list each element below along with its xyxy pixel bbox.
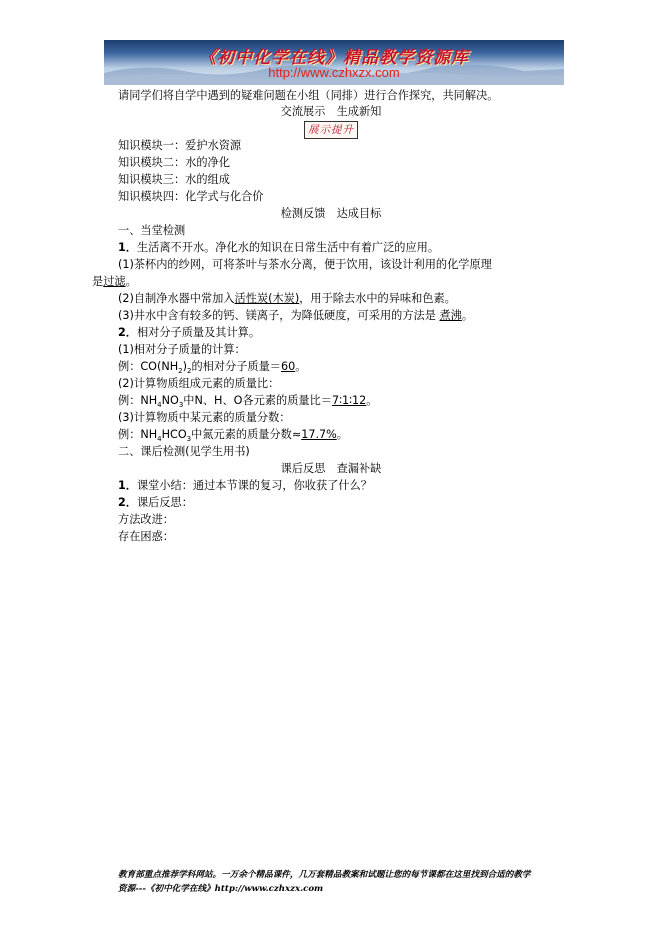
reflection-2	[118, 495, 193, 511]
question-2-number: 2．	[118, 326, 137, 339]
example-3-sub1: 4	[157, 435, 162, 444]
question-1c	[118, 308, 473, 324]
footer	[118, 868, 578, 896]
module-item-3: 知识模块三：水的组成	[118, 173, 230, 186]
answer-1a: 过滤	[103, 275, 126, 288]
method-improvement: 方法改进：	[118, 513, 174, 526]
section-badge-wrapper	[0, 121, 662, 139]
banner-url[interactable]: http://www.czhxzx.com	[268, 65, 400, 80]
reflection-1	[118, 478, 372, 494]
footer-line-1: 教育部重点推荐学科网站。一万余个精品课件，几万套精品教案和试题让您的每节课都在这里找到合适的教学	[118, 870, 531, 880]
question-1a-cont	[92, 274, 137, 290]
question-2	[118, 325, 260, 341]
question-2-sub2: (2)计算物质组成元素的质量比：	[118, 377, 280, 390]
example-2-sub1: 4	[157, 401, 162, 410]
example-1-pre: 例：CO(NH	[118, 360, 179, 373]
answer-1c: 煮沸	[439, 309, 462, 322]
question-2-sub1: (1)相对分子质量的计算：	[118, 343, 246, 356]
module-item-1: 知识模块一：爱护水资源	[118, 139, 242, 152]
example-3-sub2: 3	[186, 435, 192, 444]
existing-confusion: 存在困惑：	[118, 530, 174, 543]
show-improve-badge: 展示提升	[304, 121, 358, 139]
reflection-1-number: 1．	[118, 479, 137, 492]
answer-2-1: 60	[280, 360, 296, 373]
example-2-mid: NO	[161, 394, 179, 407]
intro-text: 请同学们将自学中遇到的疑难问题在小组（同排）进行合作探究，共同解决。	[118, 89, 499, 102]
answer-2-2: 7∶1∶12	[331, 394, 367, 407]
example-3-end: 。	[336, 428, 348, 441]
question-1c-end: 。	[461, 309, 474, 322]
question-2-text: 相对分子质量及其计算。	[136, 326, 261, 339]
example-2-pre: 例：NH	[118, 394, 158, 407]
example-2-post: 中N、H、O各元素的质量比＝	[183, 394, 332, 407]
question-1c-text: (3)井水中含有较多的钙、镁离子，为降低硬度，可采用的方法是	[118, 309, 436, 322]
example-3-mid: HCO	[161, 428, 187, 441]
example-1-post: 的相对分子质量＝	[191, 360, 281, 373]
example-1-end: 。	[295, 360, 307, 373]
example-3-post: 中氮元素的质量分数≈	[191, 428, 302, 441]
example-2-sub2: 3	[178, 401, 184, 410]
example-1-sub1: 2	[178, 367, 183, 376]
example-1-mid: )	[182, 360, 187, 373]
reflection-1-text: 课堂小结：通过本节课的复习，你收获了什么？	[136, 479, 372, 492]
module-item-2: 知识模块二：水的净化	[118, 156, 230, 169]
reflection-2-text: 课后反思：	[136, 496, 193, 509]
section-title-exchange: 交流展示 生成新知	[280, 105, 382, 118]
section-title-reflection: 课后反思 查漏补缺	[280, 462, 382, 475]
question-1b-end: ，用于除去水中的异味和色素。	[299, 292, 456, 305]
part2-heading: 二、课后检测(见学生用书)	[118, 445, 250, 458]
question-1-text: 生活离不开水。净化水的知识在日常生活中有着广泛的应用。	[136, 241, 440, 254]
section-title-feedback: 检测反馈 达成目标	[280, 207, 382, 220]
question-1a: (1)茶杯内的纱网，可将茶叶与茶水分离，便于饮用，该设计利用的化学原理	[118, 258, 492, 271]
banner-title: 《初中化学在线》精品教学资源库	[199, 48, 469, 68]
question-1a-cont-text: 是	[92, 275, 104, 288]
example-1	[118, 359, 306, 375]
example-1-sub2: 2	[186, 367, 192, 376]
question-1a-end: 。	[125, 275, 137, 288]
question-1	[118, 240, 439, 256]
part1-heading: 一、当堂检测	[118, 224, 186, 237]
reflection-2-number: 2．	[118, 496, 137, 509]
question-1b-text: (2)自制净水器中常加入	[118, 292, 235, 305]
header-banner	[104, 40, 564, 85]
example-2	[118, 393, 377, 409]
example-3-pre: 例：NH	[118, 428, 158, 441]
question-1-number: 1．	[118, 241, 137, 254]
module-item-4: 知识模块四：化学式与化合价	[118, 190, 264, 203]
question-2-sub3: (3)计算物质中某元素的质量分数：	[118, 411, 291, 424]
footer-line-2: 资源---《初中化学在线》http://www.czhxzx.com	[118, 884, 324, 894]
question-1b	[118, 291, 456, 307]
example-2-end: 。	[366, 394, 378, 407]
answer-1b: 活性炭(木炭)	[234, 292, 300, 305]
answer-2-3: 17.7%	[301, 428, 337, 441]
example-3	[118, 427, 348, 443]
